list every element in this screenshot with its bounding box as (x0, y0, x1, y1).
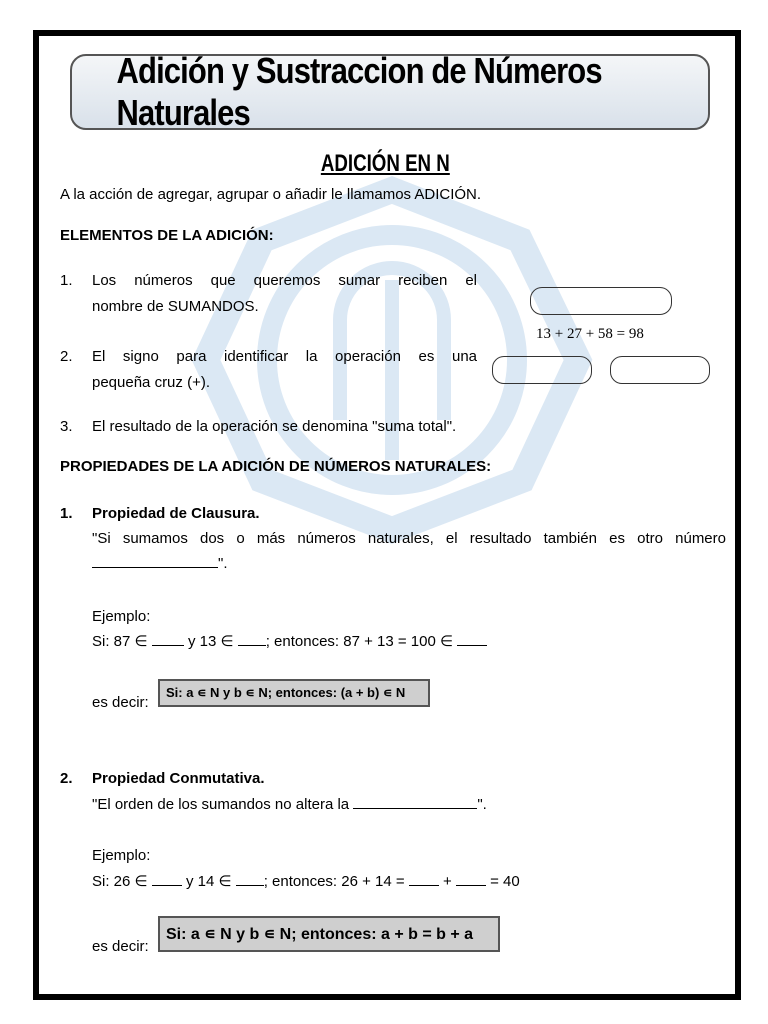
example-label: Ejemplo: (92, 608, 151, 625)
answer-blank[interactable] (409, 873, 439, 886)
page-title: Adición y Sustraccion de Números Naturales (116, 50, 602, 133)
property-quote: "Si sumamos dos o más números naturales, el resultado también es otro número (92, 530, 726, 547)
quote-end: ". (477, 796, 487, 813)
example-text: y 13 ∈ (187, 633, 234, 650)
answer-blank[interactable] (238, 633, 266, 646)
elements-heading: ELEMENTOS DE LA ADICIÓN: (60, 227, 274, 244)
sumandos-label-box[interactable] (530, 287, 672, 315)
example-label: Ejemplo: (92, 847, 151, 864)
intro-text: A la acción de agregar, agrupar o añadir le llamamos ADICIÓN. (60, 186, 482, 203)
answer-blank[interactable] (236, 873, 264, 886)
example-text: Si: 26 ∈ (92, 873, 148, 890)
quote-end: ". (218, 555, 228, 572)
answer-blank[interactable] (152, 633, 184, 646)
property-formula-box: Si: a ∊ N y b ∊ N; entonces: (a + b) ∊ N (158, 679, 430, 707)
list-item: Los números que queremos sumar reciben el (92, 272, 477, 289)
property-title: Propiedad Conmutativa. (92, 770, 265, 787)
example-text: ; entonces: 87 + 13 = 100 ∈ (265, 633, 454, 650)
list-item-number: 2. (60, 348, 73, 365)
answer-blank[interactable] (457, 633, 487, 646)
answer-blank[interactable] (152, 873, 182, 886)
list-item: El resultado de la operación se denomina "suma total". (92, 418, 457, 435)
list-item: El signo para identificar la operación es una (92, 348, 477, 365)
list-item-number: 3. (60, 418, 73, 435)
suma-total-label-box[interactable] (610, 356, 710, 384)
list-item: nombre de SUMANDOS. (92, 298, 259, 315)
example-text: ; entonces: 26 + 14 = (263, 873, 405, 890)
example-text: + (443, 873, 452, 890)
answer-blank[interactable] (456, 873, 486, 886)
list-item-number: 1. (60, 272, 73, 289)
properties-heading: PROPIEDADES DE LA ADICIÓN DE NÚMEROS NATURALES: (60, 458, 492, 475)
answer-blank[interactable] (92, 555, 218, 568)
signo-label-box[interactable] (492, 356, 592, 384)
title-banner (70, 50, 710, 133)
example-text: = 40 (490, 873, 520, 890)
property-number: 2. (60, 770, 73, 787)
example-text: Si: 87 ∈ (92, 633, 148, 650)
answer-blank[interactable] (353, 796, 477, 809)
addition-equation: 13 + 27 + 58 = 98 (536, 326, 644, 342)
property-formula-box: Si: a ∊ N y b ∊ N; entonces: a + b = b + a (158, 916, 500, 952)
list-item: pequeña cruz (+). (92, 374, 210, 391)
es-decir-label: es decir: (92, 694, 149, 711)
property-title: Propiedad de Clausura. (92, 505, 260, 522)
property-number: 1. (60, 505, 73, 522)
example-text: y 14 ∈ (185, 873, 232, 890)
section-title: ADICIÓN EN N (320, 150, 450, 177)
es-decir-label: es decir: (92, 938, 149, 955)
property-quote: "El orden de los sumandos no altera la (92, 796, 350, 813)
